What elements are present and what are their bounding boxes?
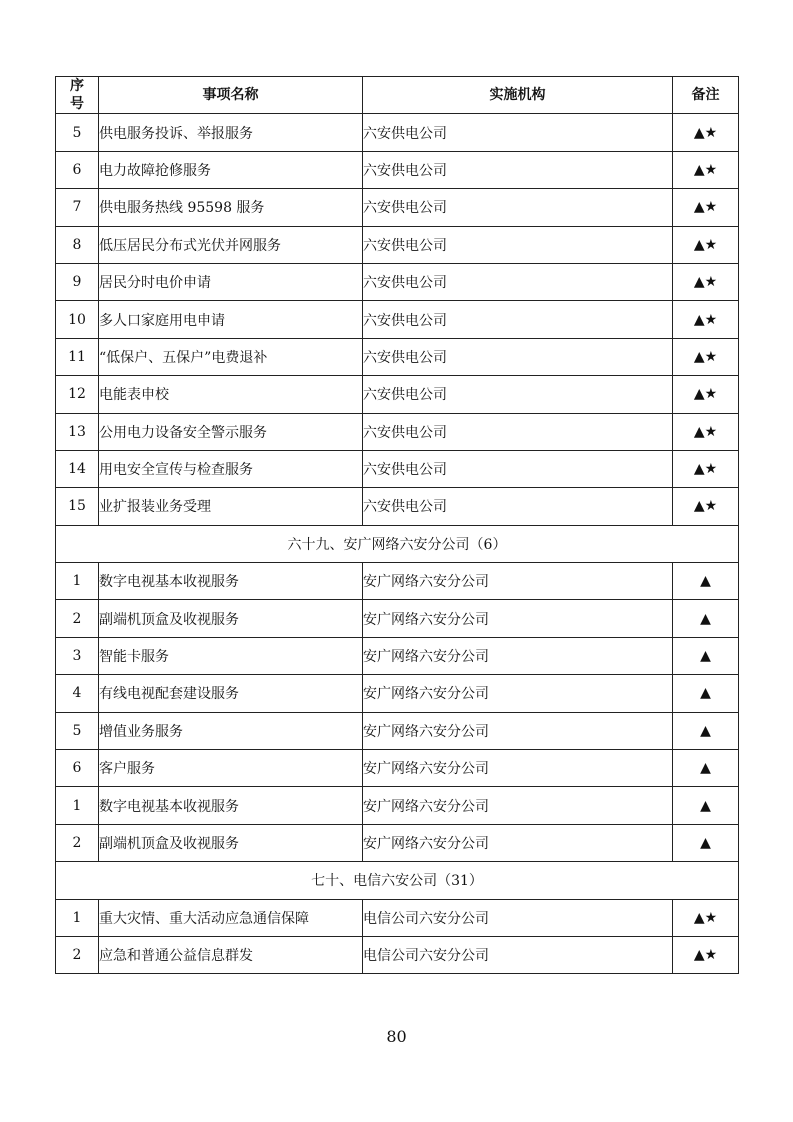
service-table: [55, 76, 739, 974]
row-name: 副端机顶盒及收视服务: [99, 600, 363, 637]
row-name: 应急和普通公益信息群发: [99, 936, 363, 973]
table-row: [56, 750, 739, 787]
row-name: “低保户、五保户”电费退补: [99, 338, 363, 375]
row-name: 电力故障抢修服务: [99, 151, 363, 188]
table-row: [56, 787, 739, 824]
row-index: 1: [56, 787, 99, 824]
row-org: 六安供电公司: [363, 151, 673, 188]
row-name: 重大灾情、重大活动应急通信保障: [99, 899, 363, 936]
row-index: 10: [56, 301, 99, 338]
header-index: [56, 77, 99, 114]
row-org: 六安供电公司: [363, 413, 673, 450]
row-name: 公用电力设备安全警示服务: [99, 413, 363, 450]
row-name: 居民分时电价申请: [99, 263, 363, 300]
row-name: 低压居民分布式光伏并网服务: [99, 226, 363, 263]
row-org: 安广网络六安分公司: [363, 675, 673, 712]
row-index: 4: [56, 675, 99, 712]
row-note: ▲: [673, 712, 739, 749]
table-row: [56, 151, 739, 188]
row-index: 3: [56, 637, 99, 674]
table-row: [56, 563, 739, 600]
header-org: 实施机构: [363, 77, 673, 114]
row-org: 安广网络六安分公司: [363, 712, 673, 749]
section-title: 六十九、安广网络六安分公司（6）: [56, 525, 739, 562]
row-index: 7: [56, 189, 99, 226]
table-row: [56, 936, 739, 973]
row-note: ▲★: [673, 413, 739, 450]
row-note: ▲★: [673, 263, 739, 300]
row-note: ▲: [673, 563, 739, 600]
row-note: ▲★: [673, 338, 739, 375]
row-index: 1: [56, 563, 99, 600]
header-index-label: 序 号: [70, 78, 84, 113]
row-name: 用电安全宣传与检查服务: [99, 450, 363, 487]
row-org: 六安供电公司: [363, 226, 673, 263]
table-row: [56, 488, 739, 525]
row-org: 六安供电公司: [363, 114, 673, 151]
row-note: ▲★: [673, 226, 739, 263]
table-row: [56, 189, 739, 226]
row-index: 9: [56, 263, 99, 300]
row-index: 2: [56, 824, 99, 861]
table-row: [56, 338, 739, 375]
row-note: ▲★: [673, 114, 739, 151]
row-note: ▲: [673, 637, 739, 674]
table-row: [56, 413, 739, 450]
row-note: ▲★: [673, 301, 739, 338]
row-name: 有线电视配套建设服务: [99, 675, 363, 712]
section-row: [56, 862, 739, 899]
row-org: 安广网络六安分公司: [363, 824, 673, 861]
table-row: [56, 899, 739, 936]
row-index: 13: [56, 413, 99, 450]
table-row: [56, 600, 739, 637]
row-index: 12: [56, 376, 99, 413]
table-body: [56, 114, 739, 974]
row-note: ▲★: [673, 488, 739, 525]
table-row: [56, 675, 739, 712]
row-org: 安广网络六安分公司: [363, 637, 673, 674]
row-index: 2: [56, 600, 99, 637]
table-row: [56, 263, 739, 300]
row-note: ▲: [673, 750, 739, 787]
section-row: [56, 525, 739, 562]
table-row: [56, 712, 739, 749]
row-note: ▲★: [673, 899, 739, 936]
row-note: ▲: [673, 600, 739, 637]
row-note: ▲★: [673, 936, 739, 973]
row-name: 电能表申校: [99, 376, 363, 413]
row-org: 六安供电公司: [363, 338, 673, 375]
row-org: 安广网络六安分公司: [363, 600, 673, 637]
table-row: [56, 226, 739, 263]
row-org: 安广网络六安分公司: [363, 750, 673, 787]
header-note: 备注: [673, 77, 739, 114]
row-index: 6: [56, 750, 99, 787]
row-org: 六安供电公司: [363, 488, 673, 525]
table-row: [56, 450, 739, 487]
row-org: 六安供电公司: [363, 263, 673, 300]
section-title: 七十、电信六安公司（31）: [56, 862, 739, 899]
row-index: 11: [56, 338, 99, 375]
row-org: 安广网络六安分公司: [363, 563, 673, 600]
row-name: 多人口家庭用电申请: [99, 301, 363, 338]
table-row: [56, 824, 739, 861]
row-note: ▲★: [673, 189, 739, 226]
row-name: 副端机顶盒及收视服务: [99, 824, 363, 861]
row-org: 安广网络六安分公司: [363, 787, 673, 824]
row-index: 8: [56, 226, 99, 263]
row-org: 电信公司六安分公司: [363, 899, 673, 936]
row-org: 六安供电公司: [363, 450, 673, 487]
row-name: 增值业务服务: [99, 712, 363, 749]
table-row: [56, 376, 739, 413]
row-index: 5: [56, 114, 99, 151]
row-name: 客户服务: [99, 750, 363, 787]
row-org: 六安供电公司: [363, 301, 673, 338]
table-row: [56, 637, 739, 674]
row-note: ▲: [673, 824, 739, 861]
row-name: 供电服务投诉、举报服务: [99, 114, 363, 151]
header-name: 事项名称: [99, 77, 363, 114]
row-name: 数字电视基本收视服务: [99, 563, 363, 600]
row-note: ▲★: [673, 376, 739, 413]
row-note: ▲★: [673, 151, 739, 188]
row-index: 15: [56, 488, 99, 525]
row-name: 数字电视基本收视服务: [99, 787, 363, 824]
row-note: ▲: [673, 787, 739, 824]
row-index: 14: [56, 450, 99, 487]
row-name: 供电服务热线 95598 服务: [99, 189, 363, 226]
row-org: 电信公司六安分公司: [363, 936, 673, 973]
page-number: 80: [386, 1027, 407, 1046]
row-index: 1: [56, 899, 99, 936]
row-index: 2: [56, 936, 99, 973]
row-index: 6: [56, 151, 99, 188]
row-name: 智能卡服务: [99, 637, 363, 674]
row-org: 六安供电公司: [363, 376, 673, 413]
table-row: [56, 301, 739, 338]
row-name: 业扩报装业务受理: [99, 488, 363, 525]
row-org: 六安供电公司: [363, 189, 673, 226]
row-note: ▲: [673, 675, 739, 712]
row-index: 5: [56, 712, 99, 749]
table-row: [56, 114, 739, 151]
header-row: [56, 77, 739, 114]
row-note: ▲★: [673, 450, 739, 487]
